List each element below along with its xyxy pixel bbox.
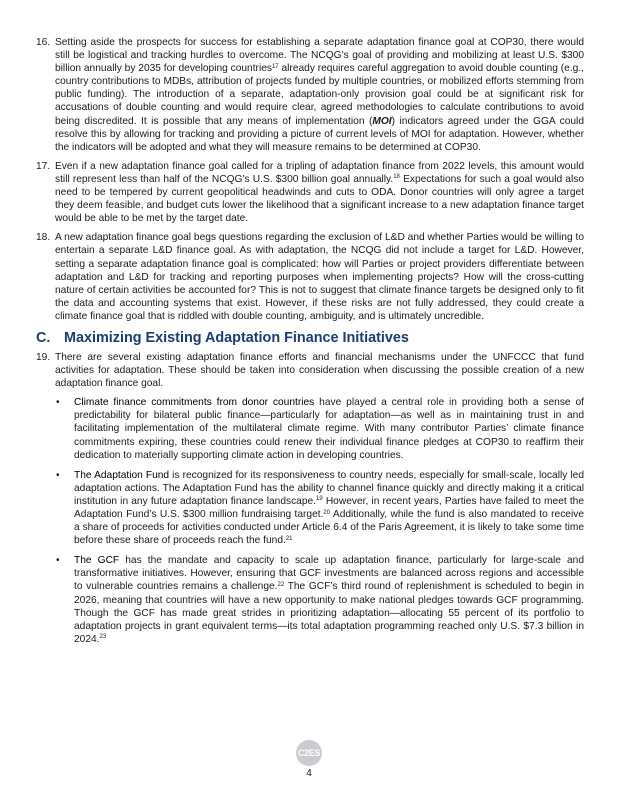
paragraph-18	[36, 231, 584, 323]
paragraph-number: 16.	[36, 37, 51, 48]
bullet-text: The GCF’s third round of replenishment is scheduled to begin in 2026, meaning that countries will have a new opportunity to make national pledges towards GCF programming. Though the GCF has made great strides in prioritizing adaptation—allocating 55 percent of its portfolio to adaptation projects in grant equivalent terms—its total adaptation programming reached only U.S. $7.3 billion in 2024.	[74, 581, 584, 645]
paragraph-number: 18.	[36, 232, 51, 244]
section-heading	[36, 329, 584, 347]
paragraph-17	[36, 160, 584, 225]
footnote-ref[interactable]: 17	[271, 63, 279, 70]
paragraph-text: Setting aside the prospects for success for establishing a separate adaptation finance goal at COP30, there would still be logistical and tracking hurdles to overcome. The NCQG’s goal of providing and mobilizing at least U.S. $300 billion annually by 2035 for developing countries	[55, 37, 584, 75]
paragraph-16	[36, 36, 584, 154]
bullet-term: Climate finance commitments from donor countries	[74, 397, 315, 409]
footnote-ref[interactable]: 19	[316, 496, 323, 503]
bullet-gcf	[36, 554, 584, 646]
bullet-adaptation-fund	[36, 469, 584, 548]
bullet-text: However, in recent years, Parties have failed to meet the Adaptation Fund’s U.S. $300 million fundraising target.	[74, 495, 584, 520]
footnote-ref[interactable]: 22	[277, 581, 285, 588]
bullet-donor-commitments	[36, 396, 584, 461]
bullet-term: The Adaptation Fund	[74, 469, 170, 481]
paragraph-number: 17.	[36, 160, 51, 172]
page-footer	[0, 740, 618, 779]
bullet-term: The GCF	[74, 555, 120, 567]
bullet-marker: •	[56, 555, 60, 567]
moi-abbreviation: MOI	[372, 115, 392, 127]
footnote-ref[interactable]: 23	[99, 634, 107, 641]
bullet-marker: •	[56, 469, 60, 481]
bullet-text: is recognized for its responsiveness to country needs, especially for small-scale, locally led adaptation actions. The Adaptation Fund has the ability to channel finance quickly and directly making it a critical institution in any future adaptation finance landscape.	[74, 469, 584, 507]
bullet-list	[36, 396, 584, 646]
paragraph-text: A new adaptation finance goal begs questions regarding the exclusion of L&D and whether Parties would be willing to entertain a separate L&D finance goal. As with adaptation, the NCQG did not include a target for L&D. However, setting a separate adaptation finance goal is complicated: how will Parties or project providers differentiate between adaptation and L&D for tracking and reporting purposes when implementing projects? How will the cross-cutting nature of certain activities be accounted for? This is not to suggest that climate finance targets be designed only to fit the data and accounting systems that exist. However, if these risks are not fully addressed, they could create a climate finance goal that is riddled with double counting, ambiguity, and is ultimately uncredible.	[55, 232, 584, 322]
c2es-logo: C2ES	[296, 740, 322, 766]
paragraph-text: Even if a new adaptation finance goal called for a tripling of adaptation finance from 2022 levels, this amount would still represent less than half of the NCQG’s U.S. $300 billion goal annually.	[55, 160, 584, 185]
paragraph-text: already requires careful aggregation to avoid double counting (e.g., country contributions to MDBs, attribution of projects funded by multiple countries, or mobilized efforts stemming from public funding). The introduction of a separate, adaptation-only provision goal could be at significant risk for accusations of double counting and would require clear, agreed methodologies to calculate contributions to avoid being discredited. It is possible that any means of implementation (	[55, 63, 584, 127]
paragraph-text: ) indicators agreed under the GGA could resolve this by allowing for tracking and providing a picture of current levels of MOI for adaptation. However, whether the indicators will be adopted and what they will measure remains to be determined at COP30.	[55, 115, 584, 153]
bullet-marker: •	[56, 397, 60, 409]
paragraph-text: Expectations for such a goal would also need to be tempered by current geopolitical headwinds and cuts to ODA. Donor countries will only agree a target they deem feasible, and budget cuts lower the likelihood that a significant increase to a new adaptation finance target would be able to be met by the target date.	[55, 173, 584, 225]
section-title: Maximizing Existing Adaptation Finance Initiatives	[64, 329, 409, 346]
bullet-text: has the mandate and capacity to scale up adaptation finance, particularly for large-scale and transformative initiatives. However, ensuring that GCF investments are balanced across regions and accessible to vulnerable countries remains a challenge.	[74, 555, 585, 593]
page-number: 4	[306, 768, 312, 779]
document-body	[36, 36, 584, 653]
paragraph-number: 19.	[36, 351, 51, 363]
footnote-ref[interactable]: 21	[285, 535, 293, 542]
bullet-text: have played a central role in providing both a sense of predictability for bilateral public finance—particularly for adaptation—as well as in maintaining trust in and facilitating implementation of the multilateral climate regime. With many contributor Parties’ climate finance commitments expiring, these countries could renew their individual finance pledges at COP30 to reaffirm their dedication to materially supporting climate action in developing countries.	[74, 397, 584, 461]
bullet-text: Additionally, while the fund is also mandated to receive a share of proceeds for activities conducted under Article 6.4 of the Paris Agreement, it is likely to take some time before these share of proceeds reach the fund.	[74, 509, 584, 547]
footnote-ref[interactable]: 18	[393, 174, 400, 181]
section-letter: C.	[36, 329, 51, 346]
footnote-ref[interactable]: 20	[323, 509, 331, 516]
paragraph-19	[36, 351, 584, 390]
paragraph-text: There are several existing adaptation finance efforts and financial mechanisms under the UNFCCC that fund activities for adaptation. These should be taken into consideration when discussing the possible creation of a new adaptation finance goal.	[55, 351, 584, 390]
